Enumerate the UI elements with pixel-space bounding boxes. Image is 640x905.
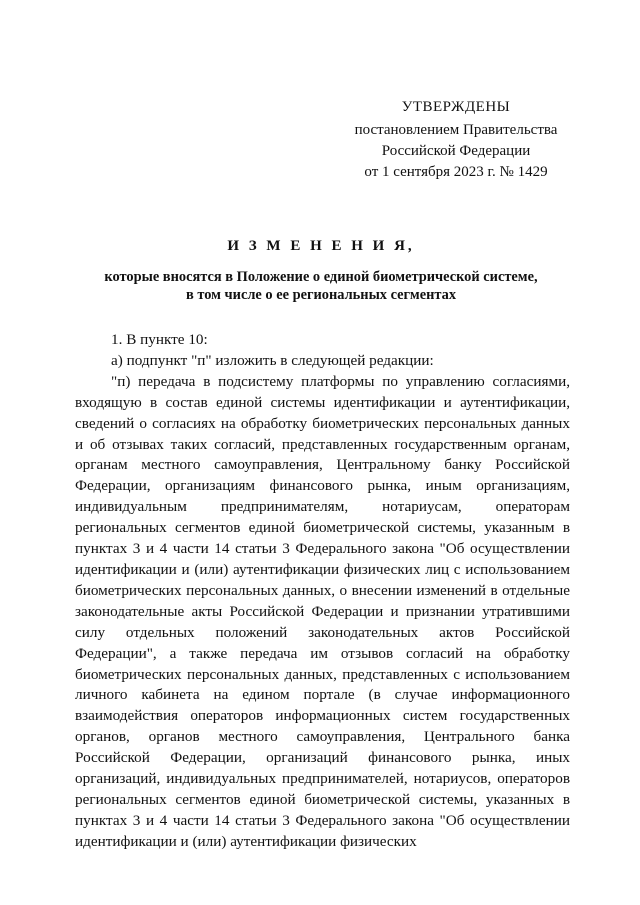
approval-line-2: Российской Федерации (381, 143, 531, 159)
subtitle-line-1: которые вносятся в Положение о единой биометрической системе, (104, 269, 538, 285)
paragraph-item-1: 1. В пункте 10: (111, 331, 208, 348)
paragraph-item-1a: а) подпункт "п" изложить в следующей редакции: (111, 351, 434, 369)
approval-line-1: постановлением Правительства (354, 122, 558, 138)
document-title: И З М Е Н Е Н И Я, (227, 238, 415, 254)
document-subtitle (72, 268, 570, 304)
approval-line-3: от 1 сентября 2023 г. № 1429 (364, 164, 548, 180)
paragraph-quoted-text: "п) передача в подсистему платформы по управлению согласиями, входящую в состав единой системы идентификации и аутентификации, сведений о согласиях на обработку биометрических персональных данных и об отзывах таких согласий, представленных государственным органам, органам местного самоуправления, Центральному банку Российской Федерации, организациям финансового рынка, иным организациям, индивидуальным предпринимателям, нотариусам, операторам региональных сегментов единой биометрической системы, указанным в пунктах 3 и 4 части 14 статьи 3 Федерального закона "Об осуществлении идентификации и (или) аутентификации физических лиц с использованием биометрических персональных данных, о внесении изменений в отдельные законодательные акты Российской Федерации и признании утратившими силу отдельных положений законодательных актов Российской Федерации", а также передача им отзывов согласий на обработку биометрических персональных данных, представленных с использованием личного кабинета на едином портале (в случае информационного взаимодействия операторов информационных систем государственных органов, органов местного самоуправления, Центрального банка Российской Федерации, организаций финансового рынка, иных организаций, индивидуальных предпринимателей, нотариусов, операторов региональных сегментов единой биометрической системы, указанных в пунктах 3 и 4 части 14 статьи 3 Федерального закона "Об осуществлении идентификации и (или) аутентификации физических (75, 372, 570, 850)
approval-heading: УТВЕРЖДЕНЫ (401, 99, 511, 115)
approval-stamp (350, 97, 562, 183)
subtitle-line-2: в том числе о ее региональных сегментах (185, 287, 457, 303)
document-body (75, 330, 570, 853)
